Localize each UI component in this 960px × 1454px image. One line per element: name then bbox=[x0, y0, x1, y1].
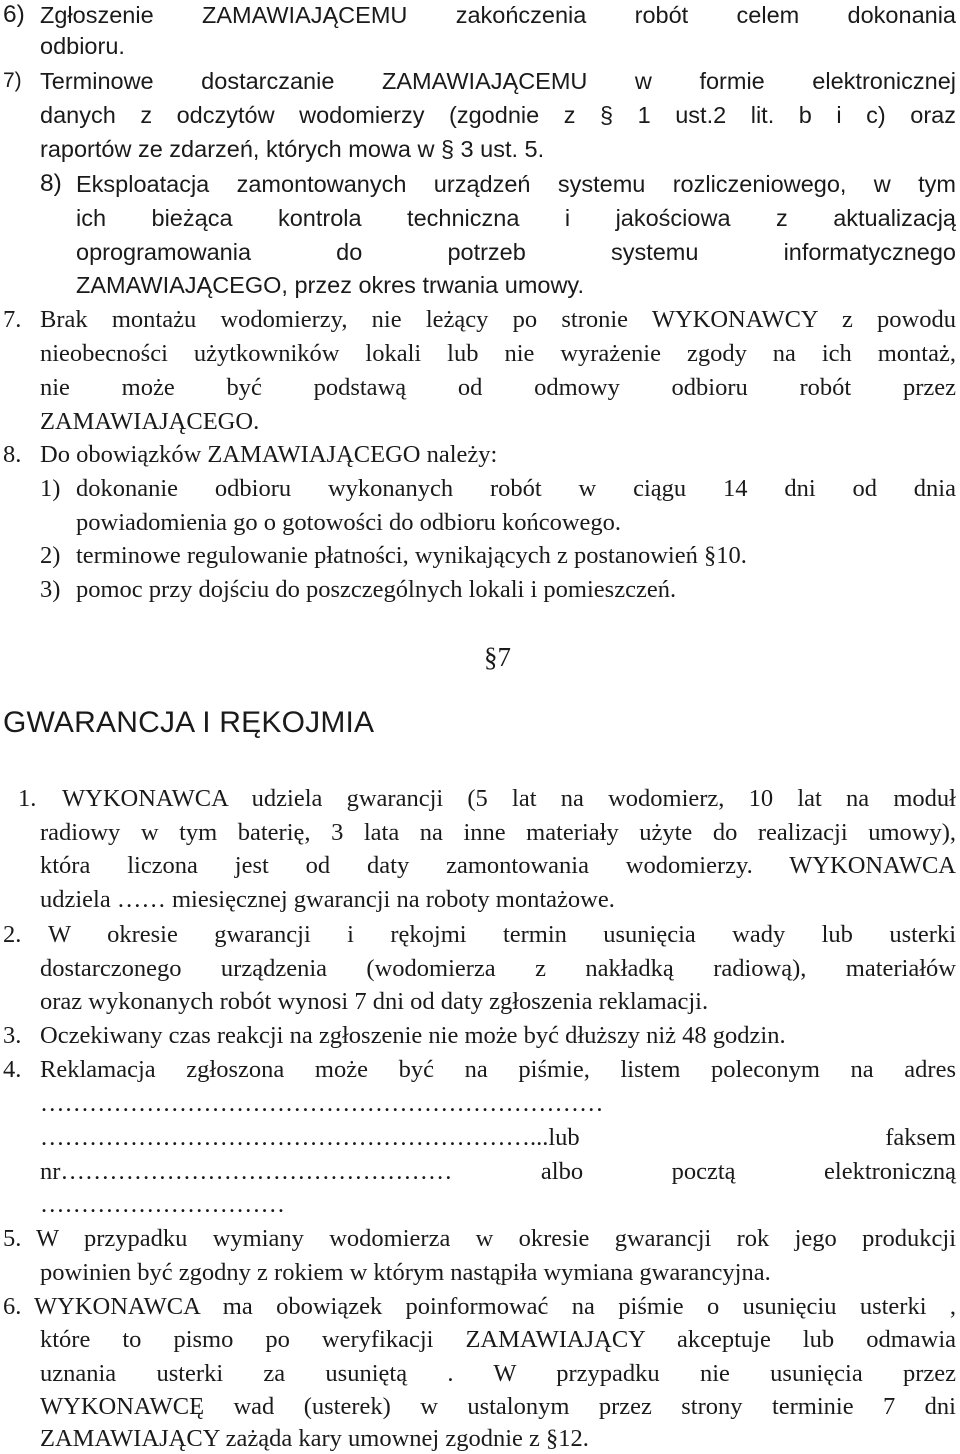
paragraph-text-line: nie może być podstawą od odmowy odbioru robót przez bbox=[40, 374, 956, 401]
sub-item-text: pomoc przy dojściu do poszczególnych lokali i pomieszczeń. bbox=[76, 576, 677, 603]
item-number: 6) bbox=[3, 1, 25, 28]
item-text-line: Terminowe dostarczanie ZAMAWIAJĄCEMU w formie elektronicznej bbox=[40, 68, 956, 94]
item-text-line: oprogramowania do potrzeb systemu informatycznego bbox=[76, 239, 956, 265]
email-placeholder: ………………………… bbox=[40, 1191, 285, 1218]
paragraph-text-line: uznania usterki za usuniętą . W przypadku nie usunięcia przez bbox=[40, 1360, 956, 1387]
paragraph-text-line: WYKONAWCĘ wad (usterek) w ustalonym przez strony terminie 7 dni bbox=[40, 1393, 956, 1420]
fax-line: ……………………………………………………...lub faksem bbox=[40, 1124, 956, 1151]
paragraph-text-line: Brak montażu wodomierzy, nie leżący po stronie WYKONAWCY z powodu bbox=[40, 306, 956, 333]
paragraph-text: Oczekiwany czas reakcji na zgłoszenie nie może być dłuższy niż 48 godzin. bbox=[40, 1022, 786, 1049]
paragraph-number: 8. bbox=[3, 441, 22, 468]
item-number: 8) bbox=[40, 170, 62, 197]
sub-item-number: 3) bbox=[40, 576, 61, 603]
item-text-line: danych z odczytów wodomierzy (zgodnie z § 1 ust.2 lit. b i c) oraz bbox=[40, 102, 956, 128]
section-heading: GWARANCJA I RĘKOJMIA bbox=[3, 706, 375, 739]
paragraph-number: 3. bbox=[3, 1022, 22, 1049]
paragraph-text-line: nieobecności użytkowników lokali lub nie wyrażenie zgody na ich montaż, bbox=[40, 340, 956, 367]
paragraph-number: 6. bbox=[3, 1293, 22, 1320]
paragraph-text-line: WYKONAWCA udziela gwarancji (5 lat na wodomierz, 10 lat na moduł bbox=[62, 785, 956, 812]
paragraph-number: 2. bbox=[3, 921, 22, 948]
item-number: 7) bbox=[3, 69, 22, 92]
address-placeholder: …………………………………………………………… bbox=[40, 1090, 604, 1117]
sub-item-number: 1) bbox=[40, 475, 61, 502]
number-line: nr………………………………………… albo pocztą elektroniczną bbox=[40, 1158, 956, 1185]
sub-item-text-line: powiadomienia go o gotowości do odbioru końcowego. bbox=[76, 509, 622, 536]
item-text-line: ich bieżąca kontrola techniczna i jakościowa z aktualizacją bbox=[76, 205, 956, 231]
paragraph-text-line: dostarczonego urządzenia (wodomierza z nakładką radiową), materiałów bbox=[40, 955, 956, 982]
paragraph-text-line: Reklamacja zgłoszona może być na piśmie, listem poleconym na adres bbox=[40, 1056, 956, 1083]
paragraph-number: 5. bbox=[3, 1225, 22, 1252]
sub-item-text-line: dokonanie odbioru wykonanych robót w ciągu 14 dni od dnia bbox=[76, 475, 956, 502]
paragraph-intro: Do obowiązków ZAMAWIAJĄCEGO należy: bbox=[40, 441, 498, 468]
item-text-line: odbioru. bbox=[40, 33, 125, 59]
paragraph-text-line: które to pismo po weryfikacji ZAMAWIAJĄCY akceptuje lub odmawia bbox=[40, 1326, 956, 1353]
paragraph-text-line: udziela …… miesięcznej gwarancji na roboty montażowe. bbox=[40, 886, 615, 913]
paragraph-text-line: W przypadku wymiany wodomierza w okresie gwarancji rok jego produkcji bbox=[36, 1225, 956, 1252]
paragraph-text-line: ZAMAWIAJĄCEGO. bbox=[40, 408, 260, 435]
paragraph-text-line: oraz wykonanych robót wynosi 7 dni od daty zgłoszenia reklamacji. bbox=[40, 988, 709, 1015]
paragraph-text-line: powinien być zgodny z rokiem w którym nastąpiła wymiana gwarancyjna. bbox=[40, 1259, 771, 1286]
section-sign: §7 bbox=[484, 642, 511, 672]
paragraph-number: 7. bbox=[3, 306, 22, 333]
item-text-line: Eksploatacja zamontowanych urządzeń systemu rozliczeniowego, w tym bbox=[76, 171, 956, 197]
item-text-line: Zgłoszenie ZAMAWIAJĄCEMU zakończenia robót celem dokonania bbox=[40, 2, 956, 28]
paragraph-text-line: radiowy w tym baterię, 3 lata na inne materiały użyte do realizacji umowy), bbox=[40, 819, 956, 846]
sub-item-number: 2) bbox=[40, 542, 61, 569]
paragraph-number: 1. bbox=[18, 785, 37, 812]
item-text-line: ZAMAWIAJĄCEGO, przez okres trwania umowy. bbox=[76, 272, 584, 298]
item-text-line: raportów ze zdarzeń, których mowa w § 3 ust. 5. bbox=[40, 136, 545, 162]
paragraph-text-line: W okresie gwarancji i rękojmi termin usunięcia wady lub usterki bbox=[48, 921, 956, 948]
paragraph-text-line: która liczona jest od daty zamontowania wodomierzy. WYKONAWCA bbox=[40, 852, 956, 879]
paragraph-text-line: ZAMAWIAJĄCY zażąda kary umownej zgodnie z §12. bbox=[40, 1425, 589, 1452]
sub-item-text: terminowe regulowanie płatności, wynikających z postanowień §10. bbox=[76, 542, 747, 569]
paragraph-number: 4. bbox=[3, 1056, 22, 1083]
paragraph-text-line: WYKONAWCA ma obowiązek poinformować na piśmie o usunięciu usterki , bbox=[34, 1293, 956, 1320]
